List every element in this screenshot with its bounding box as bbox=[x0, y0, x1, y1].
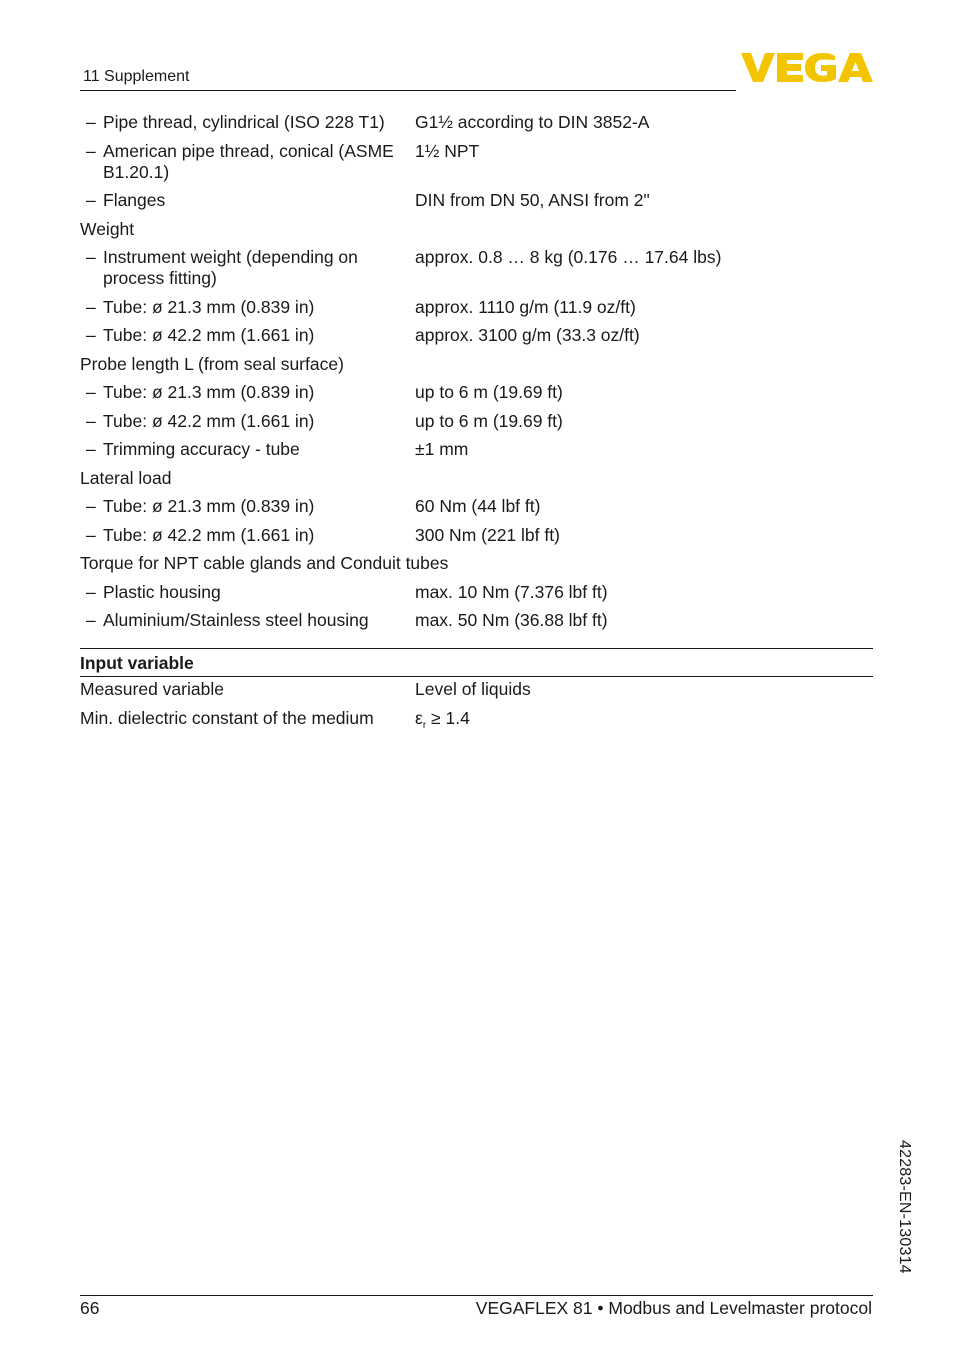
row-value: ±1 mm bbox=[415, 439, 469, 459]
input-variable-table bbox=[80, 679, 873, 743]
table-row bbox=[80, 496, 873, 517]
row-value: up to 6 m (19.69 ft) bbox=[415, 382, 563, 402]
row-sublabel: – American pipe thread, conical (ASME B1.20.1) bbox=[80, 141, 415, 183]
row-sublabel: – Tube: ø 42.2 mm (1.661 in) bbox=[80, 325, 415, 346]
row-group-label: Torque for NPT cable glands and Conduit tubes bbox=[80, 553, 449, 573]
table-row bbox=[80, 382, 873, 403]
row-label: Min. dielectric constant of the medium bbox=[80, 707, 374, 728]
section-title-input-variable: Input variable bbox=[80, 653, 194, 673]
vega-logo bbox=[741, 50, 873, 84]
section-rule-bottom bbox=[80, 676, 873, 677]
row-sublabel: – Plastic housing bbox=[80, 582, 415, 603]
table-row bbox=[80, 297, 873, 318]
footer-rule bbox=[80, 1295, 873, 1296]
row-value: approx. 3100 g/m (33.3 oz/ft) bbox=[415, 325, 640, 345]
table-row bbox=[80, 219, 873, 240]
table-row bbox=[80, 679, 873, 700]
header-section-title: 11 Supplement bbox=[83, 68, 190, 85]
table-row bbox=[80, 468, 873, 489]
row-value bbox=[415, 468, 873, 489]
table-row bbox=[80, 610, 873, 631]
table-row bbox=[80, 354, 873, 375]
row-value bbox=[415, 219, 873, 240]
row-value bbox=[780, 553, 873, 574]
footer-doc-title: VEGAFLEX 81 • Modbus and Levelmaster protocol bbox=[475, 1298, 872, 1318]
table-row bbox=[80, 582, 873, 603]
table-row bbox=[80, 553, 873, 574]
table-row bbox=[80, 325, 873, 346]
row-value: DIN from DN 50, ANSI from 2" bbox=[415, 190, 650, 210]
row-sublabel: – Tube: ø 42.2 mm (1.661 in) bbox=[80, 411, 415, 432]
row-sublabel: – Tube: ø 21.3 mm (0.839 in) bbox=[80, 297, 415, 318]
row-value: approx. 1110 g/m (11.9 oz/ft) bbox=[415, 296, 636, 317]
row-value bbox=[415, 354, 873, 375]
row-group-label: Probe length L (from seal surface) bbox=[80, 353, 344, 374]
row-value: up to 6 m (19.69 ft) bbox=[415, 410, 563, 431]
epsilon-subscript: r bbox=[422, 719, 427, 731]
row-sublabel: – Tube: ø 21.3 mm (0.839 in) bbox=[80, 496, 415, 517]
row-sublabel: – Tube: ø 42.2 mm (1.661 in) bbox=[80, 525, 415, 546]
table-row bbox=[80, 190, 873, 211]
row-sublabel: – Aluminium/Stainless steel housing bbox=[80, 610, 415, 631]
spec-table-top bbox=[80, 112, 873, 639]
row-value: Level of liquids bbox=[415, 679, 531, 699]
page-number: 66 bbox=[80, 1298, 100, 1318]
header-rule bbox=[80, 90, 736, 91]
row-value: G1½ according to DIN 3852-A bbox=[415, 112, 650, 132]
table-row bbox=[80, 439, 873, 460]
row-group-label: Weight bbox=[80, 218, 135, 239]
table-row bbox=[80, 708, 873, 736]
document-code-vertical: 42283-EN-130314 bbox=[896, 1140, 913, 1274]
row-value: max. 50 Nm (36.88 lbf ft) bbox=[415, 610, 608, 630]
dielectric-value: ≥ 1.4 bbox=[426, 707, 470, 728]
row-sublabel: – Pipe thread, cylindrical (ISO 228 T1) bbox=[80, 112, 415, 133]
row-label: Measured variable bbox=[80, 679, 224, 699]
table-row bbox=[80, 112, 873, 133]
row-sublabel: – Instrument weight (depending on process fitting) bbox=[80, 247, 415, 289]
row-value: approx. 0.8 … 8 kg (0.176 … 17.64 lbs) bbox=[415, 247, 722, 267]
row-value: max. 10 Nm (7.376 lbf ft) bbox=[415, 581, 608, 602]
row-value: 1½ NPT bbox=[415, 140, 480, 161]
row-sublabel: – Tube: ø 21.3 mm (0.839 in) bbox=[80, 382, 415, 403]
table-row bbox=[80, 525, 873, 546]
row-value: 300 Nm (221 lbf ft) bbox=[415, 524, 560, 545]
table-row bbox=[80, 247, 873, 289]
row-value bbox=[415, 708, 873, 736]
row-sublabel: – Trimming accuracy - tube bbox=[80, 439, 415, 460]
row-value: 60 Nm (44 lbf ft) bbox=[415, 496, 541, 516]
table-row bbox=[80, 411, 873, 432]
row-sublabel: – Flanges bbox=[80, 190, 415, 211]
epsilon-symbol: ε bbox=[415, 707, 423, 728]
section-rule-top bbox=[80, 648, 873, 649]
row-group-label: Lateral load bbox=[80, 467, 172, 488]
table-row bbox=[80, 141, 873, 183]
